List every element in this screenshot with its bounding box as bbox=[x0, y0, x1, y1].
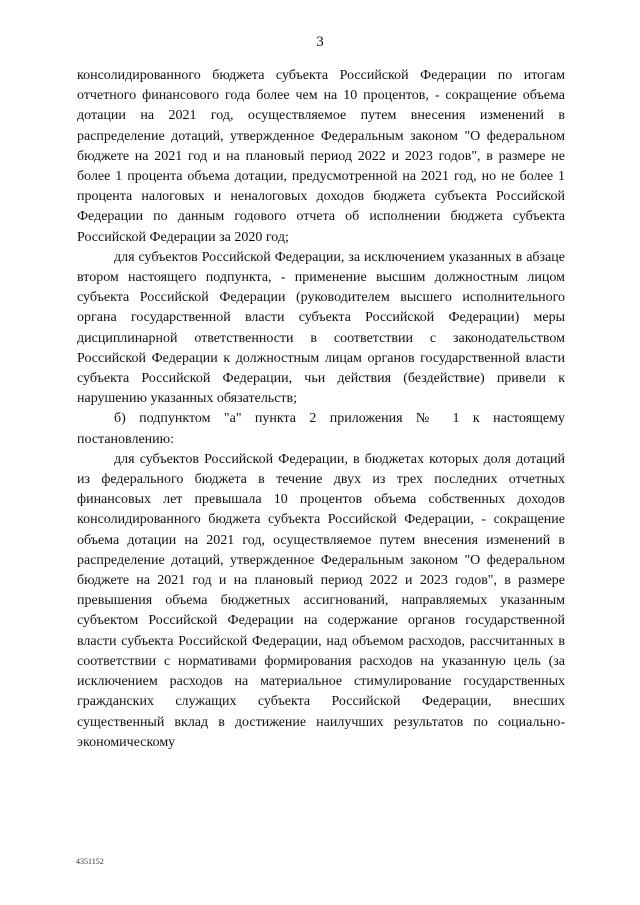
paragraph-1: консолидированного бюджета субъекта Российской Федерации по итогам отчетного финансового года более чем на 10 процентов, - сокращение объема дотации на 2021 год, осуществляемое путем внесения изменений в распределение дотаций, утвержденное Федеральным законом "О федеральном бюджете на 2021 год и на плановый период 2022 и 2023 годов", в размере не более 1 процента объема дотации, предусмотренной на 2021 год, но не более 1 процента налоговых и неналоговых доходов бюджета субъекта Российской Федерации по данным годового отчета об исполнении бюджета субъекта Российской Федерации за 2020 год; bbox=[77, 68, 565, 245]
paragraph-4: для субъектов Российской Федерации, в бюджетах которых доля дотаций из федерального бюджета в течение двух из трех последних отчетных финансовых лет превышала 10 процентов объема собственных доходов консолидированного бюджета субъекта Российской Федерации, - сокращение объема дотации на 2021 год, осуществляемое путем внесения изменений в распределение дотаций, утвержденное Федеральным законом "О федеральном бюджете на 2021 год и на плановый период 2022 и 2023 годов", в размере превышения объема бюджетных ассигнований, направляемых указанным субъектом Российской Федерации на содержание органов государственной власти субъекта Российской Федерации, над объемом расходов, рассчитанных в соответствии с нормативами формирования расходов на указанную цель (за исключением расходов на материальное стимулирование государственных гражданских служащих субъекта Российской Федерации, внесших существенный вклад в достижение наилучших результатов по социально-экономическому bbox=[77, 451, 565, 750]
document-body bbox=[77, 66, 565, 753]
document-code: 4351152 bbox=[76, 857, 104, 866]
paragraph-2: для субъектов Российской Федерации, за исключением указанных в абзаце втором настоящего подпункта, - применение высшим должностным лицом субъекта Российской Федерации (руководителем высшего исполнительного органа государственной власти субъекта Российской Федерации) меры дисциплинарной ответственности в соответствии с законодательством Российской Федерации к должностным лицам органов государственной власти субъекта Российской Федерации, чьи действия (бездействие) привели к нарушению указанных обязательств; bbox=[77, 249, 565, 407]
page-number: 3 bbox=[316, 34, 324, 50]
paragraph-3: б) подпунктом "а" пункта 2 приложения № 1 к настоящему постановлению: bbox=[77, 411, 565, 447]
